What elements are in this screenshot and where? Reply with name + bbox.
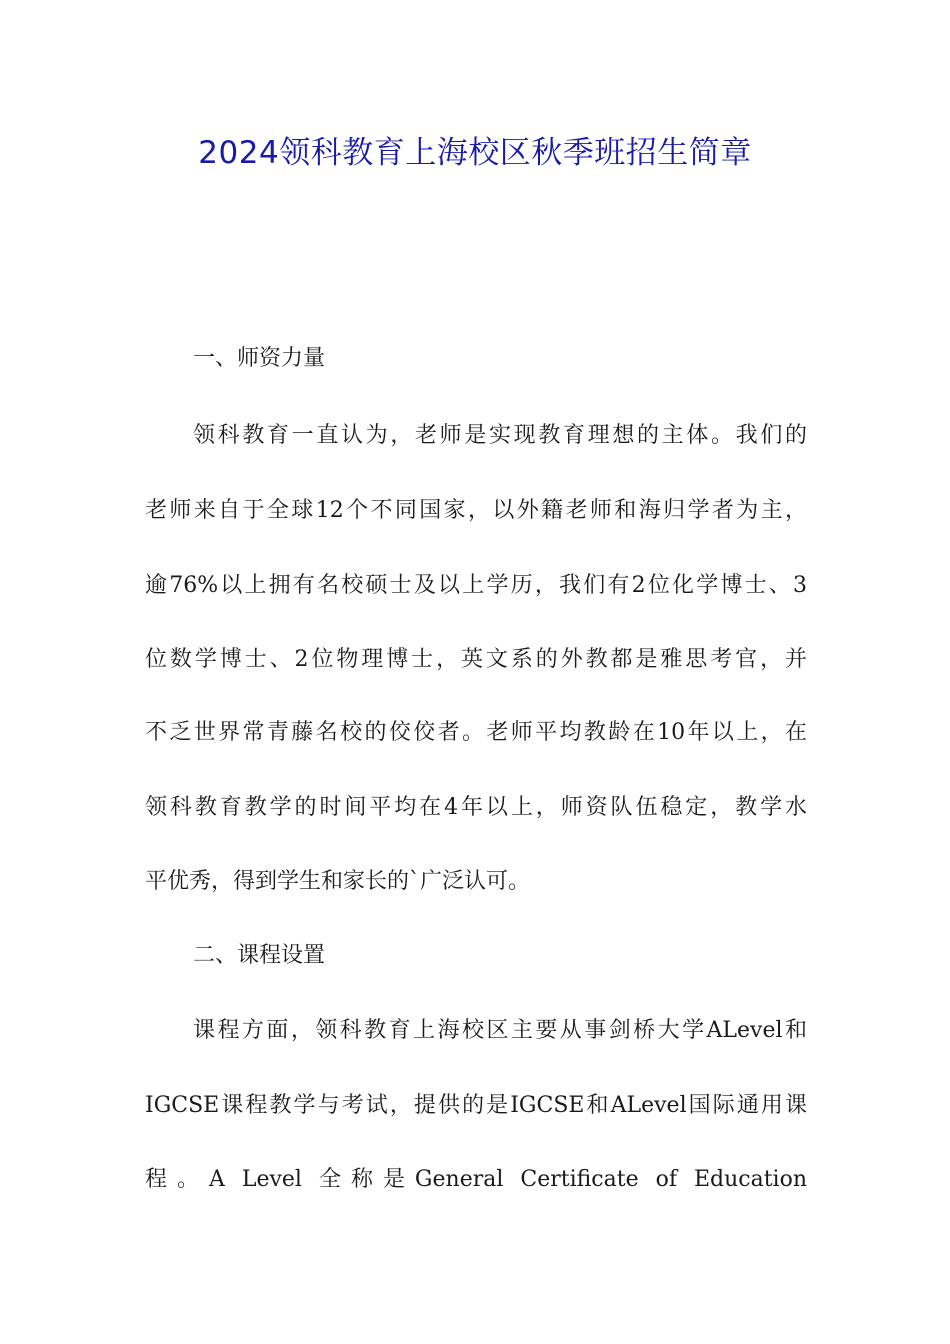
paragraph-line: 逾76%以上拥有名校硕士及以上学历，我们有2位化学博士、3 <box>145 573 807 598</box>
paragraph-line: 位数学博士、2位物理博士，英文系的外教都是雅思考官，并 <box>145 647 807 672</box>
paragraph-line: 程。A Level 全称是General Certificate of Education <box>145 1167 807 1192</box>
paragraph-line: IGCSE课程教学与考试，提供的是IGCSE和ALevel国际通用课 <box>145 1093 807 1118</box>
paragraph-line: 平优秀，得到学生和家长的`广泛认可。 <box>145 869 531 894</box>
paragraph-line: 领科教育教学的时间平均在4年以上，师资队伍稳定，教学水 <box>145 795 807 820</box>
paragraph-line: 课程方面，领科教育上海校区主要从事剑桥大学ALevel和 <box>193 1018 807 1043</box>
section-heading-curriculum: 二、课程设置 <box>193 943 326 968</box>
document-title: 2024领科教育上海校区秋季班招生简章 <box>198 135 752 171</box>
section-heading-faculty: 一、师资力量 <box>193 346 326 371</box>
paragraph-line: 领科教育一直认为，老师是实现教育理想的主体。我们的 <box>193 423 807 448</box>
paragraph-line: 老师来自于全球12个不同国家，以外籍老师和海归学者为主， <box>145 498 807 523</box>
paragraph-line: 不乏世界常青藤名校的佼佼者。老师平均教龄在10年以上，在 <box>145 720 807 745</box>
